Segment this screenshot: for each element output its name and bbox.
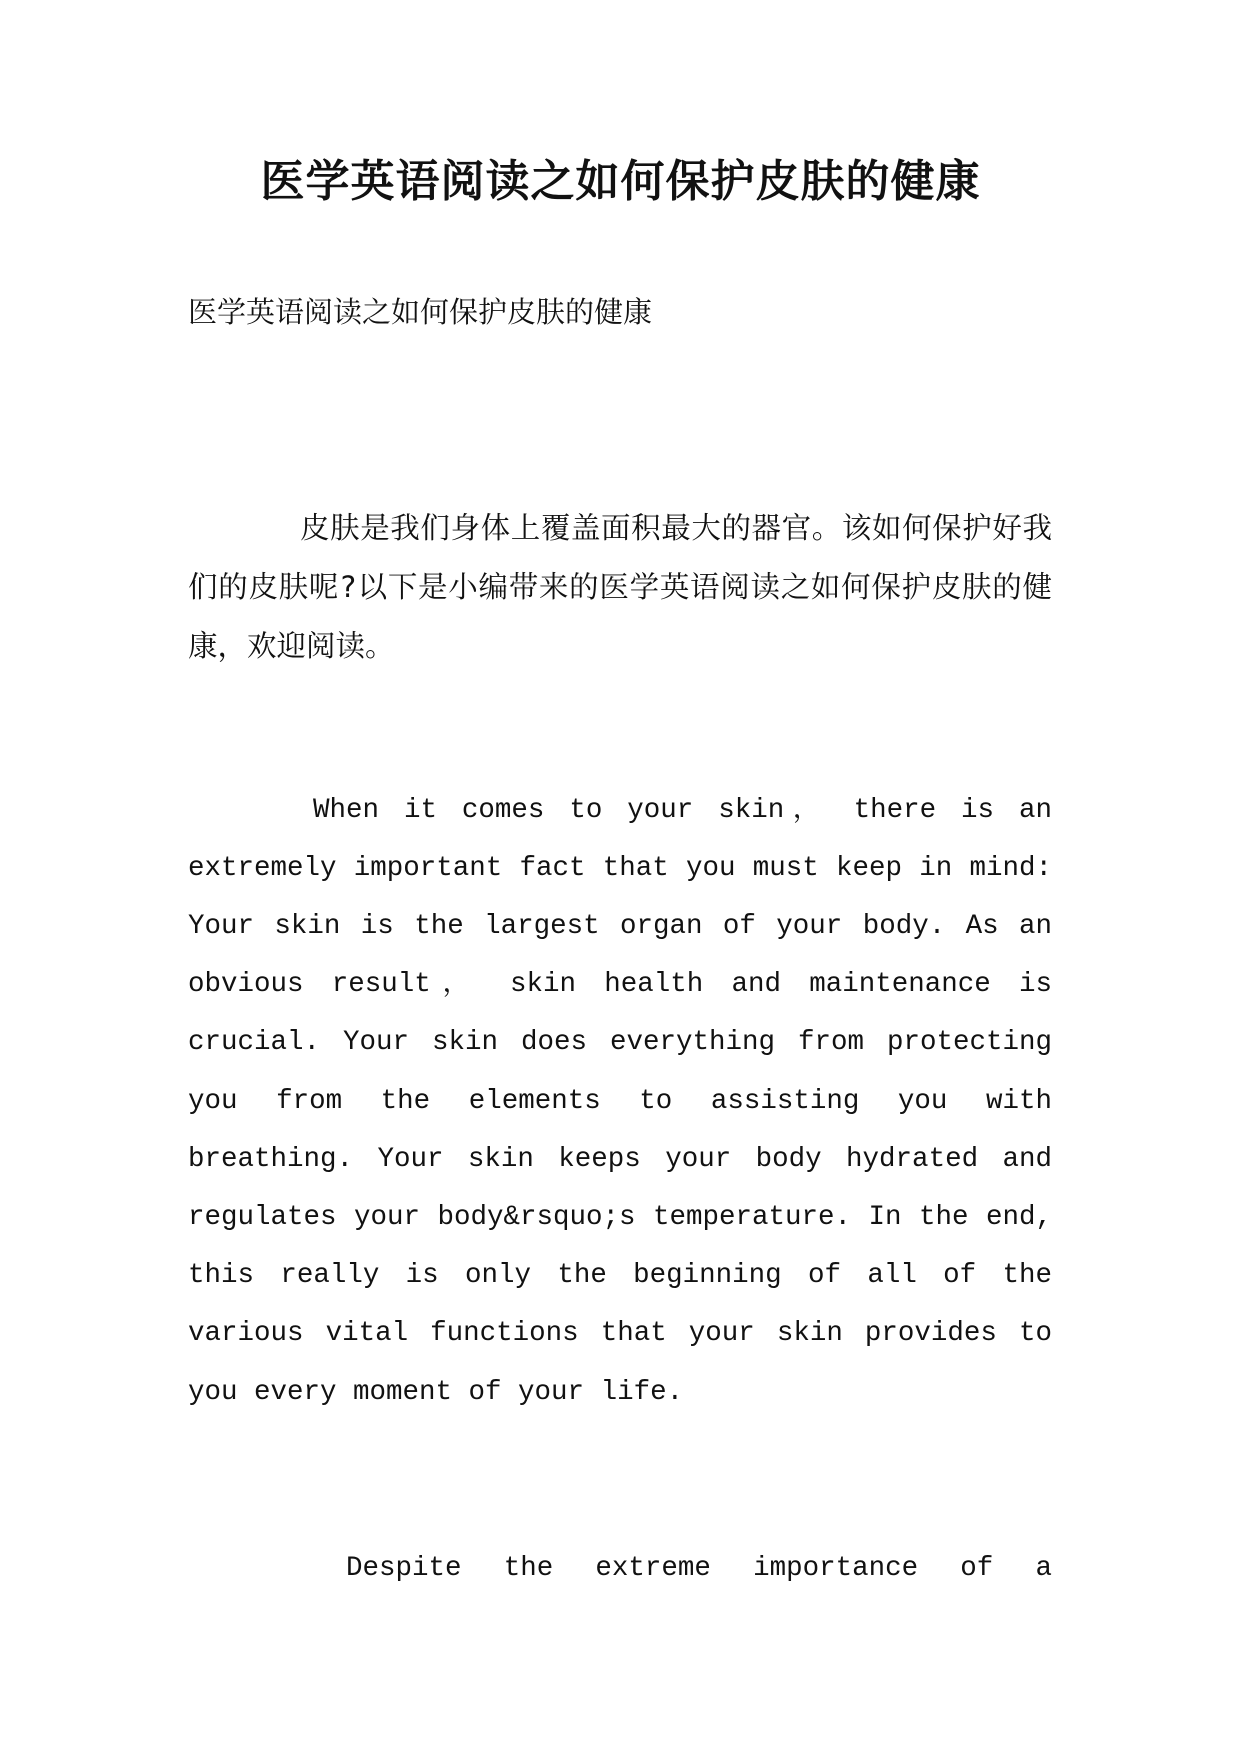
intro-paragraph: 皮肤是我们身体上覆盖面积最大的器官。该如何保护好我们的皮肤呢?以下是小编带来的医学英语阅读之如何保护皮肤的健康，欢迎阅读。 <box>188 510 1052 663</box>
document-title: 医学英语阅读之如何保护皮肤的健康 <box>260 156 981 207</box>
document-subtitle: 医学英语阅读之如何保护皮肤的健康 <box>188 295 653 329</box>
body-paragraph: When it comes to your skin， there is an extremely important fact that you must keep in mind: Your skin is the largest organ of your body. As an obvious result， skin health and maintenance is crucial. Your skin does everything from protecting you from the elements to assisting you with breathing. Your skin keeps your body hydrated and regulates your body&rsquo;s temperature. In the end, this really is only the beginning of all of the various vital functions that your skin provides to you every moment of your life. <box>188 794 1052 1408</box>
body-paragraph: Despite the extreme importance of a <box>346 1552 1052 1584</box>
